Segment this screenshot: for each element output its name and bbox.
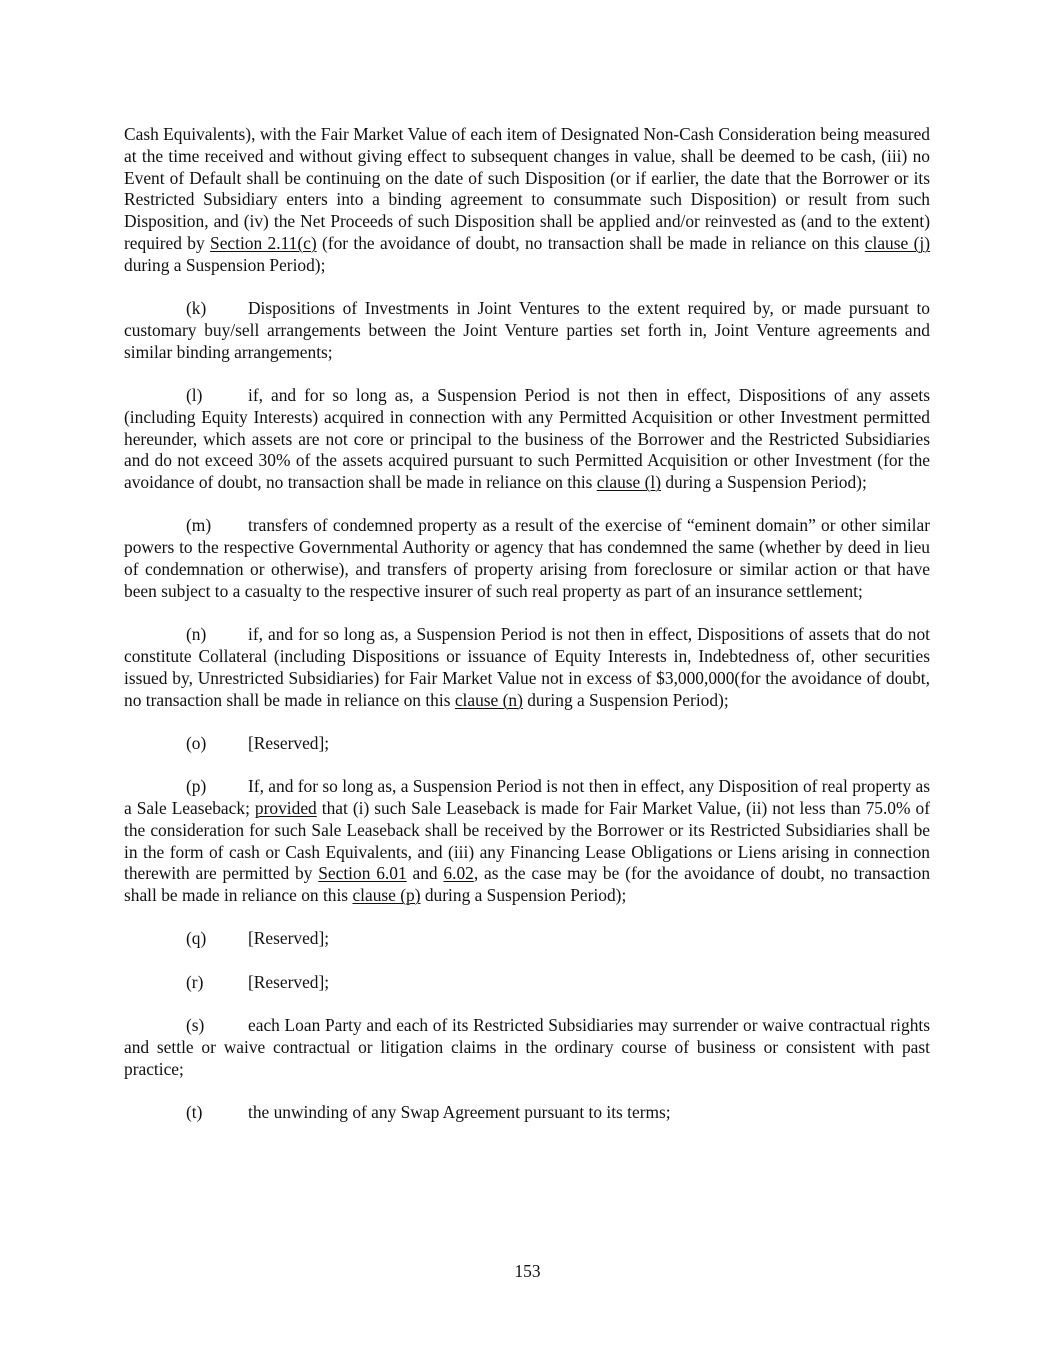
text: If, and for so long as, a Suspension Period is not then in effect, any Disposition of real property as a Sale Leaseback;: [124, 776, 930, 818]
text: that (i) such Sale Leaseback is made for Fair Market Value, (ii) not less than 75.0% of the consideration for such Sale Leaseback shall be received by the Borrower or its Restricted Subsidiaries shall be in the form of cash or Cash Equivalents, and (iii) any Financing Lease Obligations or Liens arising in connection therewith are permitted by: [124, 797, 930, 884]
text: if, and for so long as, a Suspension Period is not then in effect, Dispositions of any assets (including Equity Interests) acquired in connection with any Permitted Acquisition or other Investment permitted hereunder, which assets are not core or principal to the business of the Borrower and the Restricted Subsidiaries and do not exceed 30% of the assets acquired pursuant to such Permitted Acquisition or other Investment (for the avoidance of doubt, no transaction shall be made in reliance on this: [124, 384, 930, 493]
clause-label: (s): [186, 1015, 205, 1035]
paragraph-t: [124, 1102, 930, 1124]
cross-reference: Section 6.01: [318, 863, 407, 884]
text: Dispositions of Investments in Joint Ventures to the extent required by, or made pursuant to customary buy/sell arrangements between the Joint Venture parties set forth in, Joint Venture agreements and similar binding arrangements;: [124, 298, 930, 362]
text: Cash Equivalents), with the Fair Market Value of each item of Designated Non-Cash Consideration being measured at the time received and without giving effect to subsequent changes in value, shall be deemed to be cash, (iii) no Event of Default shall be continuing on the date of such Disposition (or if earlier, the date that the Borrower or its Restricted Subsidiary enters into a binding agreement to consummate such Disposition) or result from such Disposition, and (iv) the Net Proceeds of such Disposition shall be applied and/or reinvested as (and to the extent) required by: [124, 124, 930, 253]
paragraph-o: [124, 733, 930, 755]
paragraph-j-continued: [124, 124, 930, 277]
clause-label: (k): [186, 298, 207, 319]
text: during a Suspension Period);: [420, 885, 627, 906]
text: and: [406, 863, 444, 884]
paragraph-q: [124, 928, 930, 950]
cross-reference: 6.02: [443, 863, 474, 884]
text: if, and for so long as, a Suspension Period is not then in effect, Dispositions of assets that do not constitute Collateral (including Dispositions or issuance of Equity Interests in, Indebtedness of, other securities issued by, Unrestricted Subsidiaries) for Fair Market Value not in excess of $3,000,000(for the avoidance of doubt, no transaction shall be made in reliance on this: [124, 624, 930, 710]
text: transfers of condemned property as a result of the exercise of “eminent domain” or other similar powers to the respective Governmental Authority or agency that has condemned the same (whether by deed in lieu of condemnation or otherwise), and transfers of property arising from foreclosure or similar action or that have been subject to a casualty to the respective insurer of such real property as part of an insurance settlement;: [124, 515, 930, 601]
clause-label: (o): [186, 732, 207, 753]
clause-label: (q): [186, 928, 207, 949]
text: during a Suspension Period);: [661, 472, 867, 493]
clause-label: (l): [186, 384, 203, 405]
paragraph-l: [124, 385, 930, 494]
paragraph-p: [124, 776, 930, 907]
cross-reference: clause (p): [352, 885, 421, 906]
paragraph-r: [124, 972, 930, 994]
cross-reference: clause (j): [864, 232, 930, 253]
text: during a Suspension Period);: [522, 689, 729, 710]
text: the unwinding of any Swap Agreement pursuant to its terms;: [248, 1101, 671, 1122]
clause-label: (t): [186, 1101, 203, 1122]
paragraph-s: [124, 1015, 930, 1080]
page-number: 153: [514, 1261, 541, 1281]
paragraph-k: [124, 298, 930, 363]
cross-reference: clause (l): [596, 472, 662, 493]
defined-term: provided: [254, 797, 317, 818]
paragraph-n: [124, 624, 930, 711]
clause-label: (m): [186, 515, 212, 536]
clause-label: (p): [186, 776, 207, 797]
text: [Reserved];: [248, 971, 330, 992]
text: each Loan Party and each of its Restricted Subsidiaries may surrender or waive contractual rights and settle or waive contractual or litigation claims in the ordinary course of business or consistent with past practice;: [124, 1015, 930, 1079]
text: , as the case may be (for the avoidance of doubt, no transaction shall be made in reliance on this: [124, 863, 931, 906]
cross-reference: Section 2.11(c): [210, 232, 317, 253]
clause-label: (n): [186, 624, 207, 645]
text: [Reserved];: [248, 732, 330, 753]
text: [Reserved];: [248, 928, 330, 949]
text: (for the avoidance of doubt, no transaction shall be made in reliance on this: [316, 232, 865, 253]
text: during a Suspension Period);: [124, 254, 326, 275]
clause-label: (r): [186, 971, 204, 992]
paragraph-m: [124, 515, 930, 602]
cross-reference: clause (n): [454, 689, 523, 710]
document-page: [124, 124, 930, 1145]
